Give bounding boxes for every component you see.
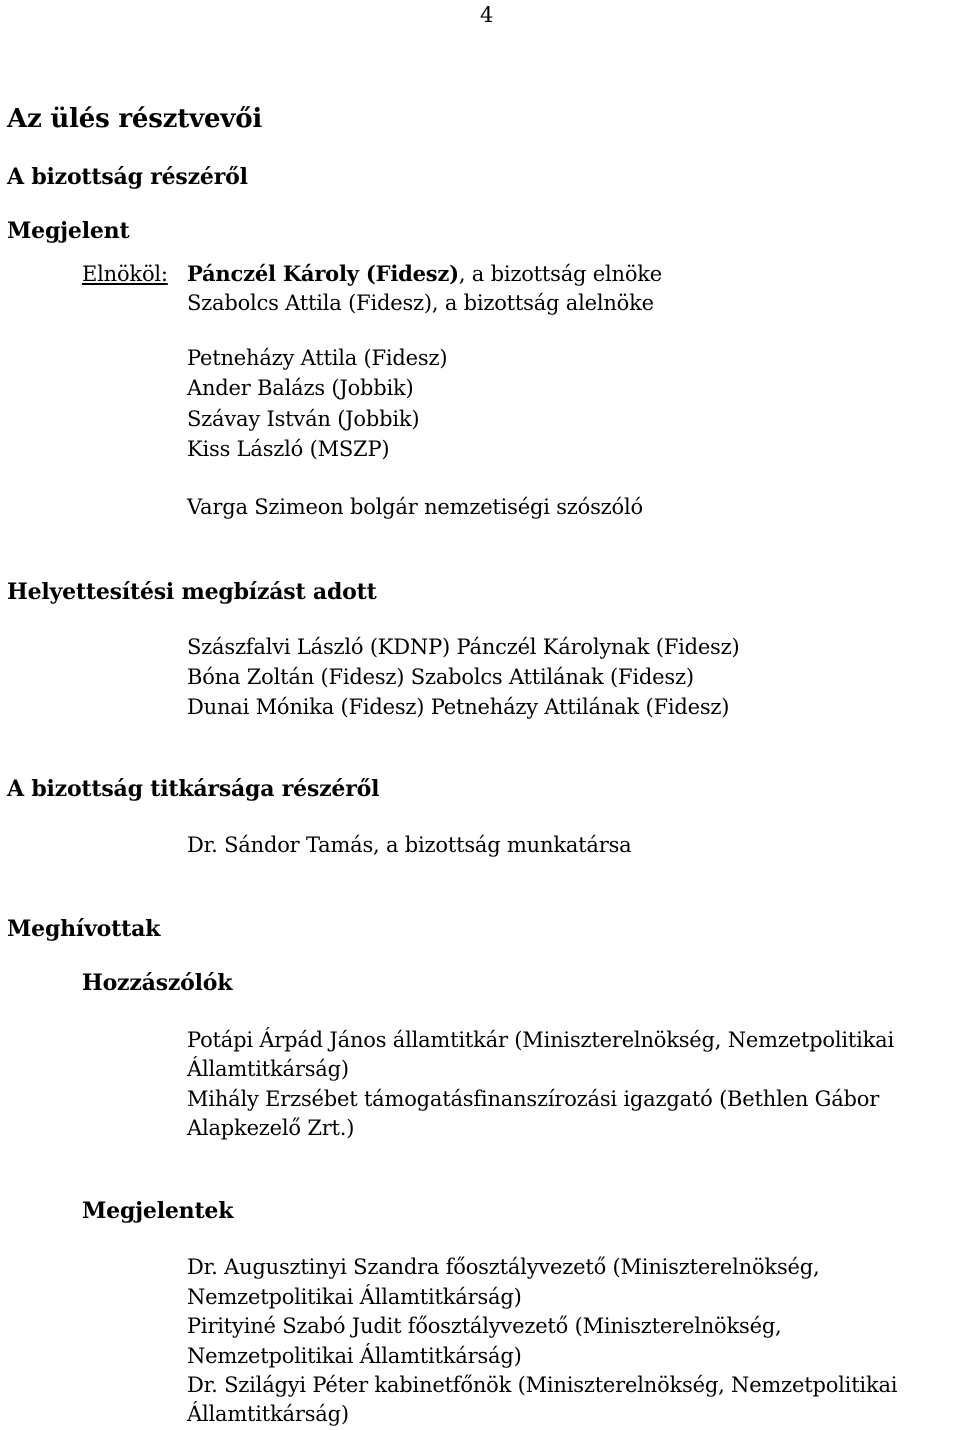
member: Petneházy Attila (Fidesz) [187, 346, 448, 370]
chair-label: Elnököl: [82, 262, 168, 286]
page-number: 4 [480, 3, 494, 27]
attendee-line: Dr. Szilágyi Péter kabinetfőnök (Miniszterelnökség, Nemzetpolitikai [187, 1373, 898, 1397]
proxy-line: Dunai Mónika (Fidesz) Petneházy Attilának (Fidesz) [187, 695, 730, 719]
attendee-line: Nemzetpolitikai Államtitkárság) [187, 1285, 522, 1309]
member: Ander Balázs (Jobbik) [187, 376, 414, 400]
proxy-line: Bóna Zoltán (Fidesz) Szabolcs Attilának (Fidesz) [187, 665, 694, 689]
secretariat-member: Dr. Sándor Tamás, a bizottság munkatársa [187, 833, 632, 857]
speaker-line: Alapkezelő Zrt.) [187, 1116, 355, 1140]
page-title: Az ülés résztvevői [7, 104, 263, 134]
committee-side-heading: A bizottság részéről [7, 164, 248, 190]
attendee-line: Dr. Augusztinyi Szandra főosztályvezető (Miniszterelnökség, [187, 1255, 820, 1279]
secretariat-heading: A bizottság titkársága részéről [7, 776, 380, 802]
attendee-line: Pirityiné Szabó Judit főosztályvezető (Miniszterelnökség, [187, 1314, 782, 1338]
chair-role: , a bizottság elnöke [458, 262, 663, 286]
present-heading: Megjelent [7, 218, 130, 244]
member: Kiss László (MSZP) [187, 437, 390, 461]
attendee-line: Államtitkárság) [187, 1402, 349, 1426]
attendees-heading: Megjelentek [82, 1198, 234, 1224]
speaker-line: Mihály Erzsébet támogatásfinanszírozási igazgató (Bethlen Gábor [187, 1087, 880, 1111]
attendee-line: Nemzetpolitikai Államtitkárság) [187, 1344, 522, 1368]
speakers-heading: Hozzászólók [82, 970, 233, 996]
member: Szávay István (Jobbik) [187, 407, 420, 431]
nationality-speaker: Varga Szimeon bolgár nemzetiségi szószóló [187, 495, 643, 519]
chair-line [187, 259, 662, 289]
proxy-heading: Helyettesítési megbízást adott [7, 579, 377, 605]
speaker-line: Potápi Árpád János államtitkár (Miniszterelnökség, Nemzetpolitikai [187, 1028, 895, 1052]
proxy-line: Szászfalvi László (KDNP) Pánczél Károlynak (Fidesz) [187, 635, 740, 659]
invited-heading: Meghívottak [7, 916, 161, 942]
speaker-line: Államtitkárság) [187, 1057, 349, 1081]
chair-name: Pánczél Károly (Fidesz) [187, 261, 459, 286]
vice-chair: Szabolcs Attila (Fidesz), a bizottság alelnöke [187, 291, 654, 315]
